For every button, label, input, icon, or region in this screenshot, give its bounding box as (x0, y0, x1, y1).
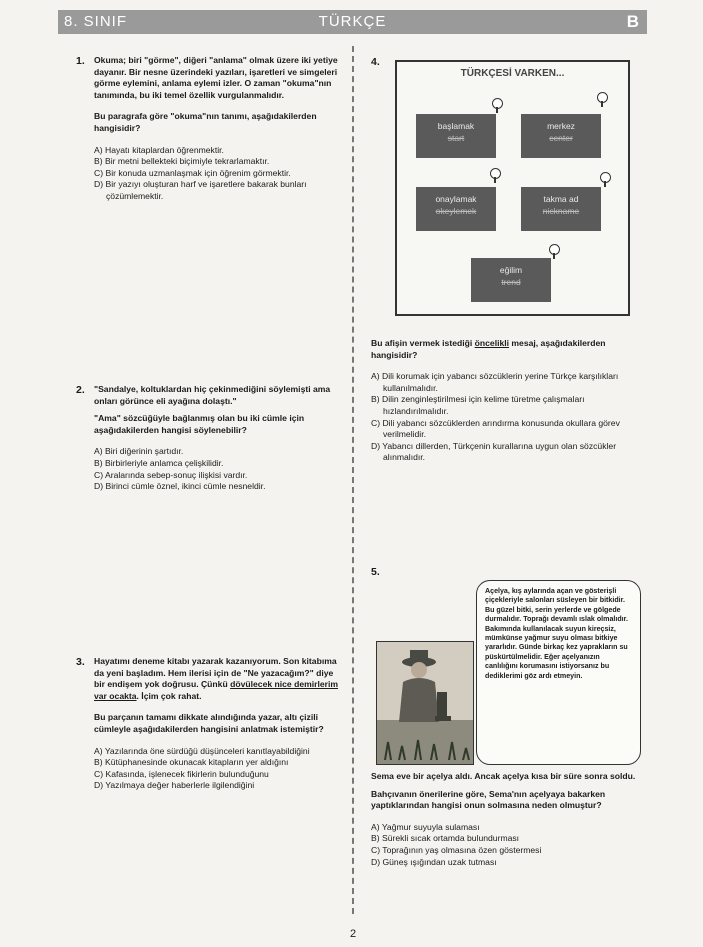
page-number: 2 (350, 928, 357, 940)
question-5-number: 5. (371, 566, 380, 578)
question-3-stem (94, 656, 342, 702)
question-4-option-c[interactable]: C) Dili yabancı sözcüklerden arındırma konusunda okullara görev verilmelidir. (371, 417, 620, 440)
question-5-prompt: Bahçıvanın önerilerine göre, Sema'nın açelyaya bakarken yaptıklarından hangisi onun solmasına neden olmuştur? (371, 788, 606, 811)
card-crossed-word: start (447, 133, 465, 143)
question-1-prompt: Bu paragrafa göre "okuma"nın tanımı, aşağıdakilerden hangisidir? (94, 111, 317, 133)
question-1-stem: Okuma; biri "görme", diğeri "anlama" olmak üzere iki yetiye dayanır. Bir nesne üzerindeki yazıları, işaretleri ve simgeleri görme eylemini, anlama eylemi izler. O zaman "okuma"nın tanımında, bu iki temel özellik vurgulanmalıdır. (94, 55, 338, 100)
card-turkish-word: onaylamak (435, 194, 477, 204)
pushpin-icon (549, 244, 560, 255)
question-2-options (94, 446, 342, 492)
question-5-stem: Sema eve bir açelya aldı. Ancak açelya kısa bir süre sonra soldu. (371, 771, 636, 781)
question-4-options (371, 371, 649, 464)
card-turkish-word: başlamak (437, 121, 475, 131)
question-5-option-c[interactable]: C) Toprağının yaş olmasına özen göstermesi (371, 844, 542, 855)
question-2-prompt: "Ama" sözcüğüyle bağlanmış olan bu iki cümle için aşağıdakilerden hangisi söylenebilir? (94, 413, 305, 435)
question-3 (94, 656, 342, 792)
question-4 (371, 338, 649, 464)
question-2-number: 2. (76, 384, 85, 396)
poster (395, 60, 630, 316)
subject-label: TÜRKÇE (318, 13, 387, 30)
question-3-number: 3. (76, 656, 85, 668)
gardener-drawing (377, 642, 473, 764)
question-4-prompt-end: mesaj, aşağıdakilerden hangisidir? (371, 338, 606, 360)
question-4-option-d[interactable]: D) Yabancı dillerden, Türkçenin kurallarına uygun olan sözcükler alınmalıdır. (371, 440, 617, 463)
card-crossed-word: nickname (542, 206, 580, 216)
question-5 (371, 771, 649, 868)
card-crossed-word: center (549, 133, 573, 143)
question-5-options (371, 822, 649, 868)
question-2-option-b[interactable]: B) Birbirleriyle anlamca çelişkilidir. (94, 457, 224, 468)
card-crossed-word: okeylemek (435, 206, 477, 216)
question-3-option-b[interactable]: B) Kütüphanesinde okunacak kitapların yer aldığını (94, 757, 289, 768)
poster-title: TÜRKÇESİ VARKEN... (460, 68, 565, 79)
question-3-option-d[interactable]: D) Yazılmaya değer haberlerle ilgilendiğini (94, 780, 255, 791)
card-turkish-word: eğilim (499, 265, 523, 275)
question-2-option-a[interactable]: A) Biri diğerinin şartıdır. (94, 446, 184, 457)
page-header (58, 10, 647, 34)
question-4-underlined-word: öncelikli (474, 338, 510, 348)
pushpin-icon (490, 168, 501, 179)
pushpin-icon (492, 98, 503, 109)
question-3-option-a[interactable]: A) Yazılarında öne sürdüğü düşünceleri kanıtlayabildiğini (94, 745, 310, 756)
question-3-stem-start: Hayatımı deneme kitabı yazarak kazanıyorum. Son kitabıma da yeni başladım. Hem ilerisi için de "Ne yazacağım?" diye bir endişem yok doğrusu. Çünkü (94, 656, 337, 690)
speech-bubble (476, 580, 641, 765)
question-5-option-a[interactable]: A) Yağmur suyuyla sulaması (371, 821, 480, 832)
question-2-option-c[interactable]: C) Aralarında sebep-sonuç ilişkisi vardır. (94, 469, 248, 480)
poster-card (416, 187, 496, 231)
question-3-options (94, 746, 342, 792)
question-3-underlined-sentence: dövülecek nice demirlerim var ocakta (94, 679, 339, 701)
column-divider (352, 46, 354, 914)
bubble-text: Açelya, kış aylarında açan ve gösterişli çiçekleriyle salonları süsleyen bir bitkidir. Bu güzel bitki, serin yerlerde ve gölgede durmalıdır. Toprağı devamlı ıslak olmalıdır. Bakımında kullanılacak suyun kireçsiz, mümkünse yağmur suyu olması bitkiye yararlıdır. Günde birkaç kez yaprakların su püskürtülmelidir. Eğer açelyanızın canlılığını korumasını istiyorsanız bu dediklerimi göz ardı etmeyin. (485, 587, 628, 680)
question-3-stem-end: . İçim çok rahat. (136, 690, 202, 701)
question-5-option-b[interactable]: B) Sürekli sıcak ortamda bulundurması (371, 833, 520, 844)
grade-label: 8. SINIF (64, 13, 128, 30)
pushpin-icon (597, 92, 608, 103)
question-1-option-d[interactable]: D) Bir yazıyı oluşturan harf ve işaretlere bakarak bunları çözümlemektir. (94, 179, 307, 201)
poster-card (416, 114, 496, 158)
question-2-option-d[interactable]: D) Birinci cümle öznel, ikinci cümle nesneldir. (94, 481, 266, 492)
question-1-options (94, 145, 342, 203)
question-2 (94, 384, 342, 493)
question-1-number: 1. (76, 55, 85, 67)
pushpin-icon (600, 172, 611, 183)
question-3-prompt: Bu parçanın tamamı dikkate alındığında yazar, altı çizili cümleyle aşağıdakilerden hangisini anlatmak istemiştir? (94, 712, 324, 734)
gardener-illustration (376, 641, 474, 765)
question-4-number: 4. (371, 56, 380, 68)
card-turkish-word: merkez (547, 121, 575, 131)
booklet-label: B (626, 12, 639, 31)
question-1-option-c[interactable]: C) Bir konuda uzmanlaşmak için öğrenim görmektir. (94, 167, 291, 178)
poster-card (521, 187, 601, 231)
question-4-prompt-start: Bu afişin vermek istediği (371, 338, 475, 348)
question-4-option-b[interactable]: B) Dilin zenginleştirilmesi için kelime türetme çalışmaları hızlandırılmalıdır. (371, 394, 585, 416)
question-1-option-b[interactable]: B) Bir metni bellekteki biçimiyle tekrarlamaktır. (94, 156, 270, 167)
question-3-option-c[interactable]: C) Kafasında, işlenecek fikirlerin bulunduğunu (94, 768, 269, 779)
card-turkish-word: takma ad (543, 194, 579, 204)
question-4-prompt (371, 338, 649, 361)
card-crossed-word: trend (501, 277, 521, 287)
poster-card (521, 114, 601, 158)
question-4-option-a[interactable]: A) Dili korumak için yabancı sözcüklerin yerine Türkçe karşılıkları kullanılmalıdır. (371, 371, 619, 393)
question-1 (94, 55, 342, 203)
question-2-stem: "Sandalye, koltuklardan hiç çekinmediğini söylemişti ama onları görünce eli ayağına dolaştı." (94, 384, 331, 406)
question-1-option-a[interactable]: A) Hayatı kitaplardan öğrenmektir. (94, 144, 224, 155)
question-5-option-d[interactable]: D) Güneş ışığından uzak tutması (371, 856, 497, 867)
poster-card (471, 258, 551, 302)
